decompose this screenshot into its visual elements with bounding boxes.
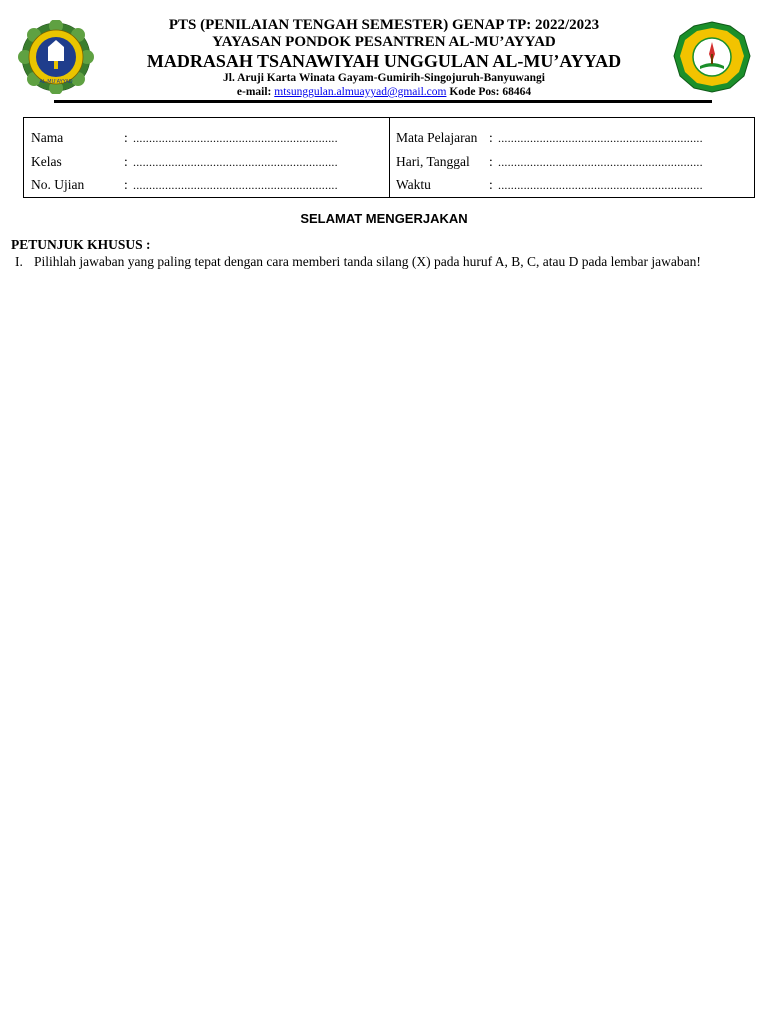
identity-left-column (31, 126, 338, 197)
field-label: No. Ujian (31, 177, 85, 192)
instruction-item (15, 254, 701, 270)
school-address: Jl. Aruji Karta Winata Gayam-Gumirih-Singojuruh-Banyuwangi (223, 72, 545, 84)
field-label: Kelas (31, 153, 62, 169)
field-mata-pelajaran[interactable]: Mata Pelajaran : ................................................................ (396, 126, 703, 150)
email-label: e-mail: (236, 86, 275, 98)
exam-title: PTS (PENILAIAN TENGAH SEMESTER) GENAP TP: 2022/2023 (168, 17, 600, 33)
foundation-name: YAYASAN PONDOK PESANTREN AL-MU’AYYAD (212, 34, 556, 50)
instruction-number: I. (15, 254, 23, 269)
identity-right-column (396, 126, 703, 197)
svg-text:AL-MU'AYYAD: AL-MU'AYYAD (39, 79, 73, 85)
contact-line (0, 85, 768, 99)
fill-line: ................................................................ (133, 154, 338, 169)
instructions-heading: PETUNJUK KHUSUS : (11, 237, 151, 252)
email-link[interactable]: mtsunggulan.almuayyad@gmail.com (274, 86, 447, 98)
letterhead (0, 16, 768, 99)
field-label: Waktu (396, 177, 431, 192)
fill-line: ................................................................ (498, 131, 703, 145)
field-kelas[interactable]: Kelas : ................................................................ (31, 150, 338, 174)
field-hari-tanggal[interactable]: Hari, Tanggal : ................................................................ (396, 150, 703, 174)
fill-line: ................................................................ (133, 178, 338, 192)
instruction-text: Pilihlah jawaban yang paling tepat dengan cara memberi tanda silang (X) pada huruf A, B, C, atau D pada lembar jawaban! (34, 254, 701, 269)
greeting-heading: SELAMAT MENGERJAKAN (300, 211, 468, 226)
fill-line: ................................................................ (133, 131, 338, 145)
school-name: MADRASAH TSANAWIYAH UNGGULAN AL-MU’AYYAD (146, 51, 622, 71)
identity-column-divider (389, 118, 390, 197)
field-label: Mata Pelajaran (396, 130, 478, 145)
header-divider (54, 100, 712, 103)
fill-line: ................................................................ (498, 154, 703, 169)
fill-line: ................................................................ (498, 178, 703, 192)
field-waktu[interactable]: Waktu : ................................................................ (396, 173, 703, 197)
field-nama[interactable]: Nama : ................................................................ (31, 126, 338, 150)
field-label: Nama (31, 130, 64, 145)
field-label: Hari, Tanggal (396, 153, 470, 169)
student-identity-box (23, 117, 755, 198)
postal-code: Kode Pos: 68464 (446, 86, 532, 98)
field-no-ujian[interactable]: No. Ujian : ................................................................ (31, 173, 338, 197)
